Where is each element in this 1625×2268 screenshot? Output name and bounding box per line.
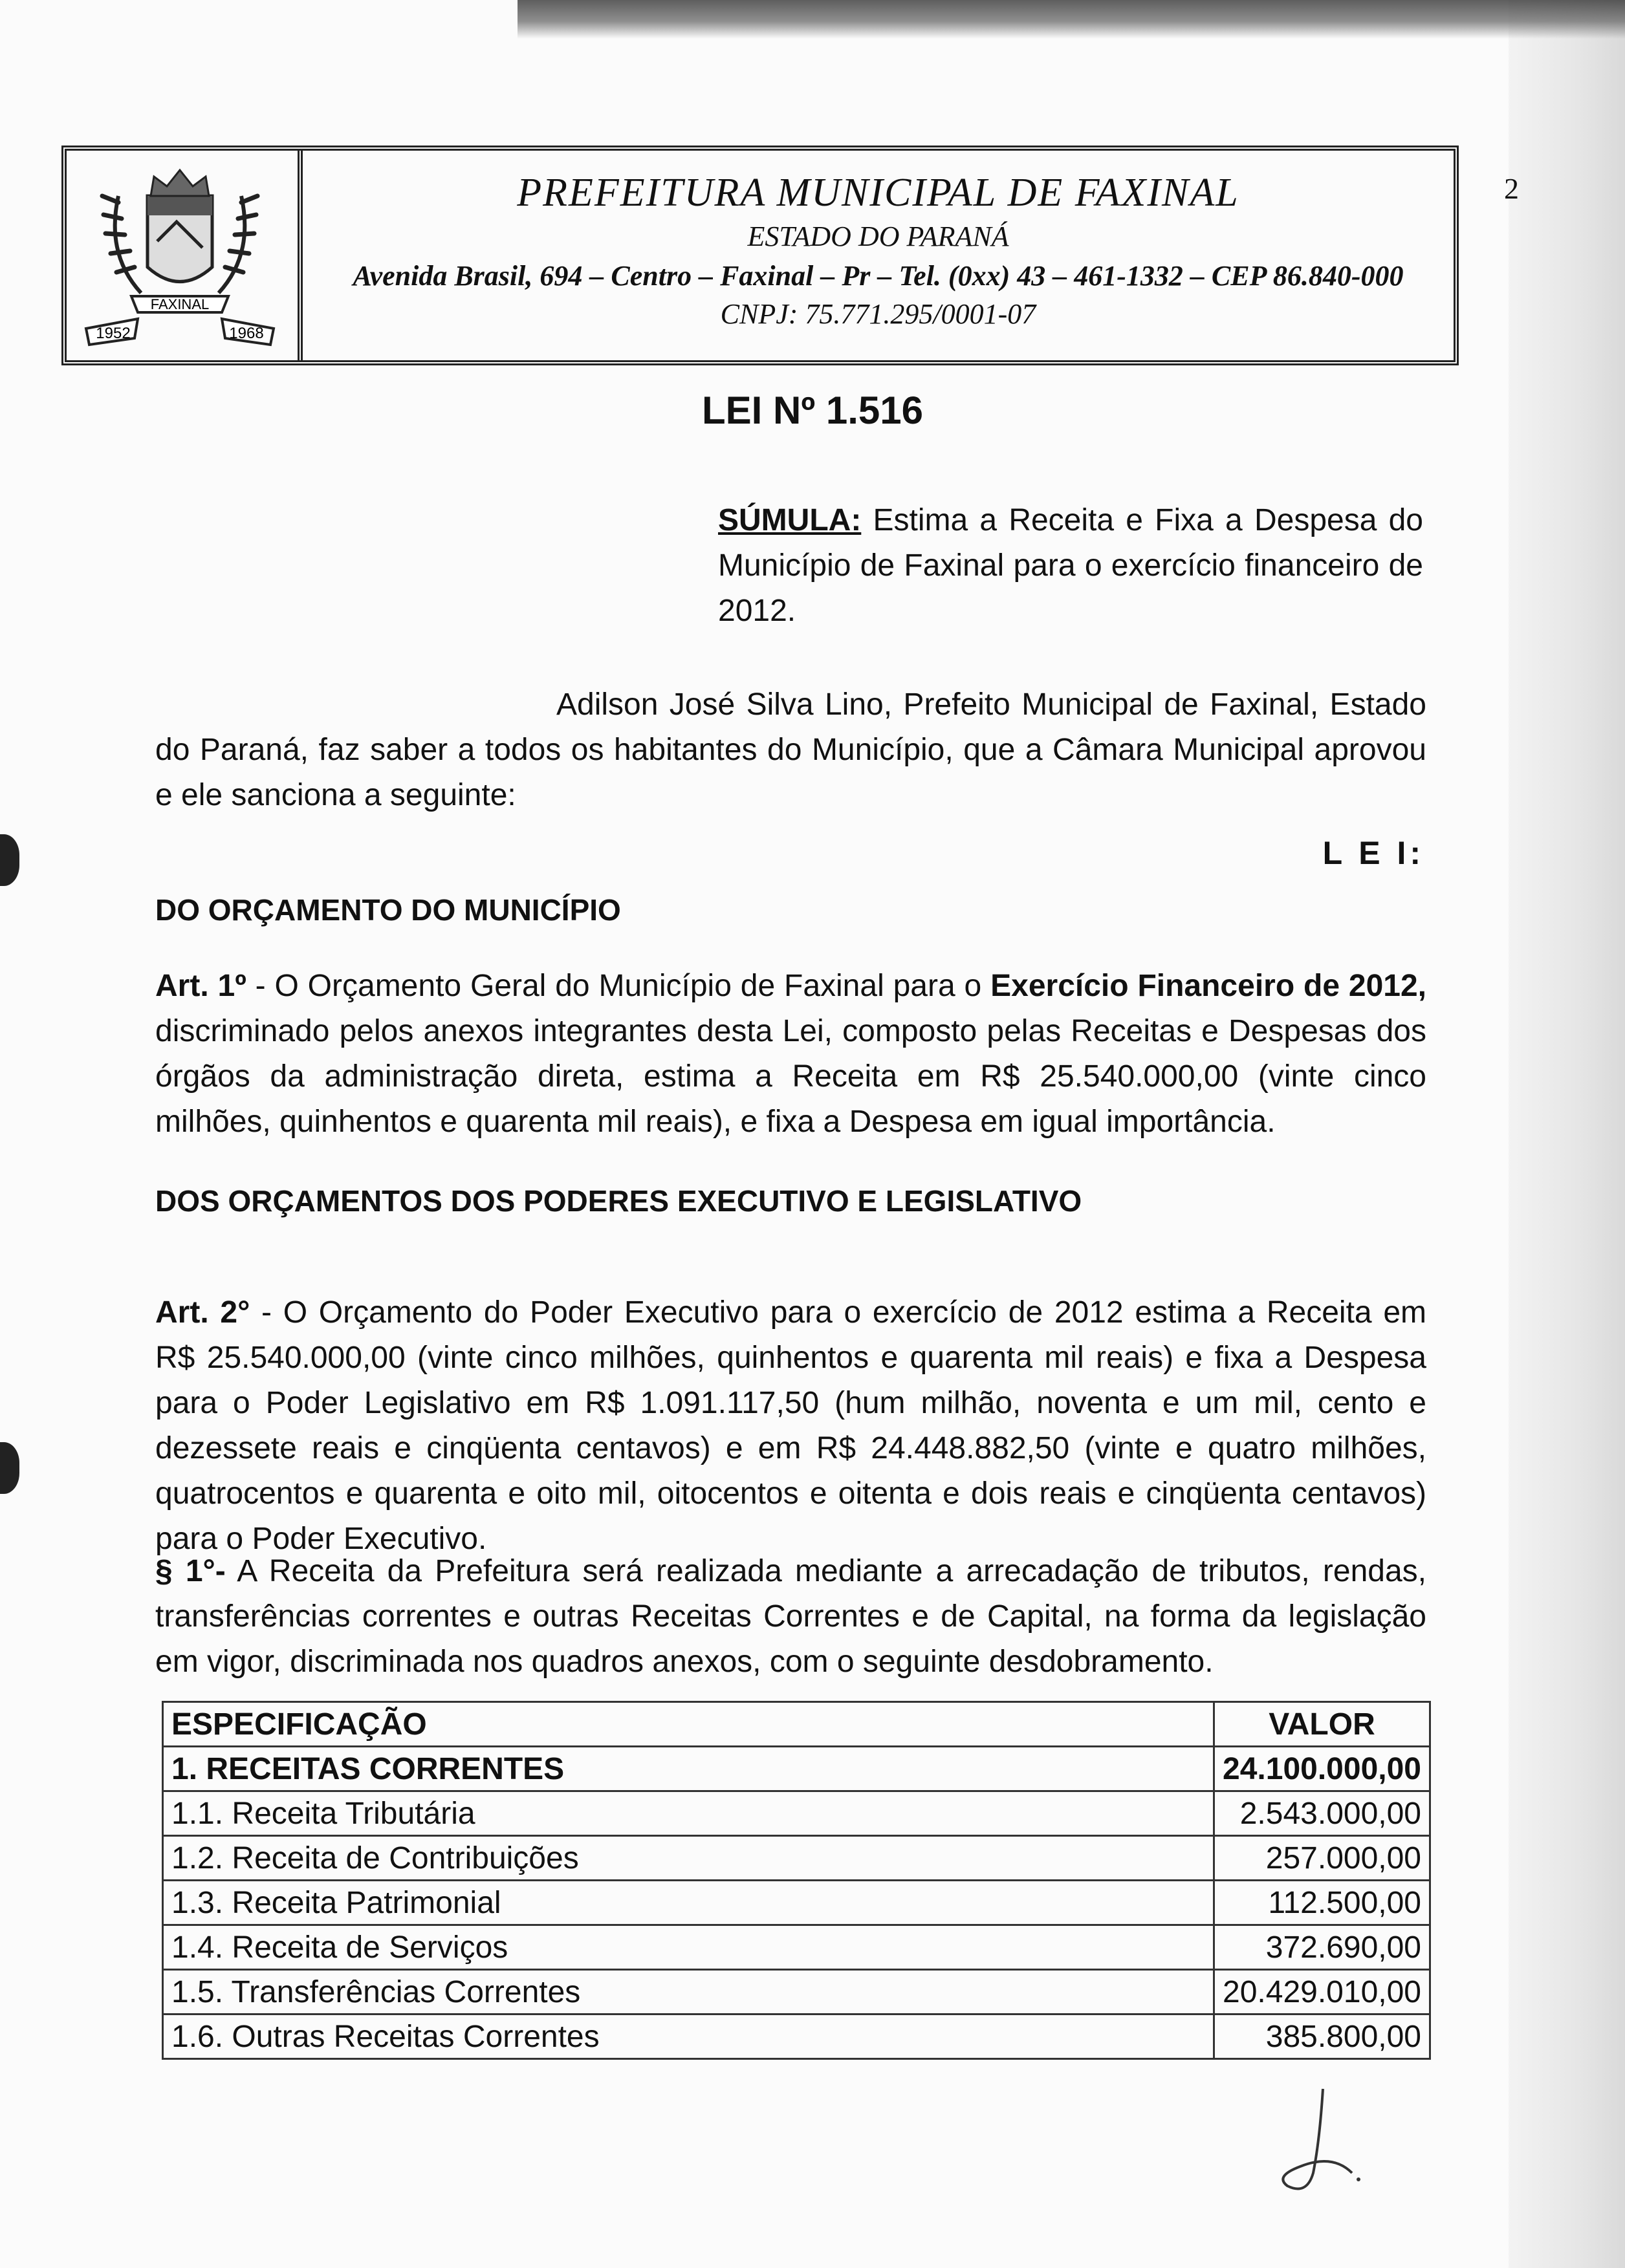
cnpj: CNPJ: 75.771.295/0001-07 (720, 298, 1036, 330)
intro-paragraph: Adilson José Silva Lino, Prefeito Municipal de Faxinal, Estado do Paraná, faz saber a todos os habitantes do Município, que a Câmara Municipal aprovou e ele sanciona a seguinte: (155, 687, 1426, 812)
row-value: 24.100.000,00 (1214, 1747, 1430, 1791)
paragraph-1-text: A Receita da Prefeitura será realizada mediante a arrecadação de tributos, rendas, transferências correntes e outras Receitas Correntes e de Capital, na forma da legislação em vigor, discriminada nos quadros anexos, com o seguinte desdobramento. (155, 1554, 1427, 1679)
table-row (163, 1836, 1430, 1881)
table-row (163, 1881, 1430, 1925)
row-spec: 1.6. Outras Receitas Correntes (163, 2014, 1214, 2059)
address: Avenida Brasil, 694 – Centro – Faxinal – Pr – Tel. (0xx) 43 – 461-1332 – CEP 86.840-000 (353, 260, 1404, 292)
table-row (163, 1970, 1430, 2014)
scan-edge-right (1509, 0, 1625, 2268)
row-value: 20.429.010,00 (1214, 1970, 1430, 2014)
logo-banner-text: FAXINAL (150, 296, 210, 312)
section-heading-poderes: DOS ORÇAMENTOS DOS PODERES EXECUTIVO E LEGISLATIVO (155, 1184, 1082, 1218)
state-name: ESTADO DO PARANÁ (747, 221, 1009, 252)
lei-label: L E I: (1322, 835, 1424, 871)
initials-signature-icon (1261, 2082, 1391, 2212)
article-2 (155, 1290, 1426, 1562)
prefeitura-title: PREFEITURA MUNICIPAL DE FAXINAL (517, 171, 1239, 215)
table-row (163, 1747, 1430, 1791)
row-value: 2.543.000,00 (1214, 1791, 1430, 1836)
header-especificacao: ESPECIFICAÇÃO (163, 1702, 1214, 1747)
table-row (163, 1791, 1430, 1836)
article-1-label: Art. 1º (155, 969, 246, 1003)
article-2-label: Art. 2° (155, 1295, 250, 1330)
header-valor: VALOR (1214, 1702, 1430, 1747)
row-value: 112.500,00 (1214, 1881, 1430, 1925)
scan-edge-top (518, 0, 1625, 39)
punch-hole (0, 834, 19, 886)
coat-of-arms-icon (73, 157, 287, 351)
punch-hole (0, 1442, 19, 1494)
article-1 (155, 964, 1426, 1145)
table-header-row (163, 1702, 1430, 1747)
table-row (163, 1925, 1430, 1970)
letterhead-text (303, 151, 1454, 360)
letterhead (61, 146, 1459, 365)
sumula-label: SÚMULA: (718, 503, 862, 537)
row-spec: 1. RECEITAS CORRENTES (163, 1747, 1214, 1791)
row-spec: 1.1. Receita Tributária (163, 1791, 1214, 1836)
row-spec: 1.5. Transferências Correntes (163, 1970, 1214, 2014)
row-spec: 1.3. Receita Patrimonial (163, 1881, 1214, 1925)
section-heading-orcamento: DO ORÇAMENTO DO MUNICÍPIO (155, 893, 621, 927)
article-1-text-b: discriminado pelos anexos integrantes desta Lei, composto pelas Receitas e Despesas dos órgãos da administração direta, estima a Receita em R$ 25.540.000,00 (vinte cinco milhões, quinhentos e quarenta mil reais), e fixa a Despesa em igual importância. (155, 1014, 1426, 1139)
page-mark: 2 (1504, 172, 1519, 205)
article-2-text: - O Orçamento do Poder Executivo para o exercício de 2012 estima a Receita em R$ 25.540.000,00 (vinte cinco milhões, quinhentos e quarenta mil reais) e fixa a Despesa para o Poder Legislativo em R$ 1.091.117,50 (hum milhão, noventa e um mil, cento e dezessete reais e cinqüenta centavos) e em R$ 24.448.882,50 (vinte e quatro milhões, quatrocentos e quarenta e oito mil, oitocentos e oitenta e dois reais e cinqüenta centavos) para o Poder Executivo. (155, 1295, 1427, 1556)
article-1-text-a: - O Orçamento Geral do Município de Faxinal para o (255, 969, 982, 1003)
logo-year-left: 1952 (96, 325, 131, 342)
article-1-bold: Exercício Financeiro de 2012, (990, 969, 1427, 1003)
revenue-table (162, 1701, 1431, 2060)
row-value: 372.690,00 (1214, 1925, 1430, 1970)
sumula-text: Estima a Receita e Fixa a Despesa do Município de Faxinal para o exercício financeiro de 2012. (718, 503, 1423, 628)
row-spec: 1.4. Receita de Serviços (163, 1925, 1214, 1970)
sumula (718, 498, 1423, 634)
row-value: 385.800,00 (1214, 2014, 1430, 2059)
row-value: 257.000,00 (1214, 1836, 1430, 1881)
paragraph-1 (155, 1549, 1426, 1685)
law-title: LEI Nº 1.516 (701, 389, 924, 432)
table-row (163, 2014, 1430, 2059)
municipal-logo (67, 151, 303, 360)
logo-year-right: 1968 (229, 325, 264, 342)
row-spec: 1.2. Receita de Contribuições (163, 1836, 1214, 1881)
paragraph-1-label: § 1°- (155, 1554, 226, 1588)
